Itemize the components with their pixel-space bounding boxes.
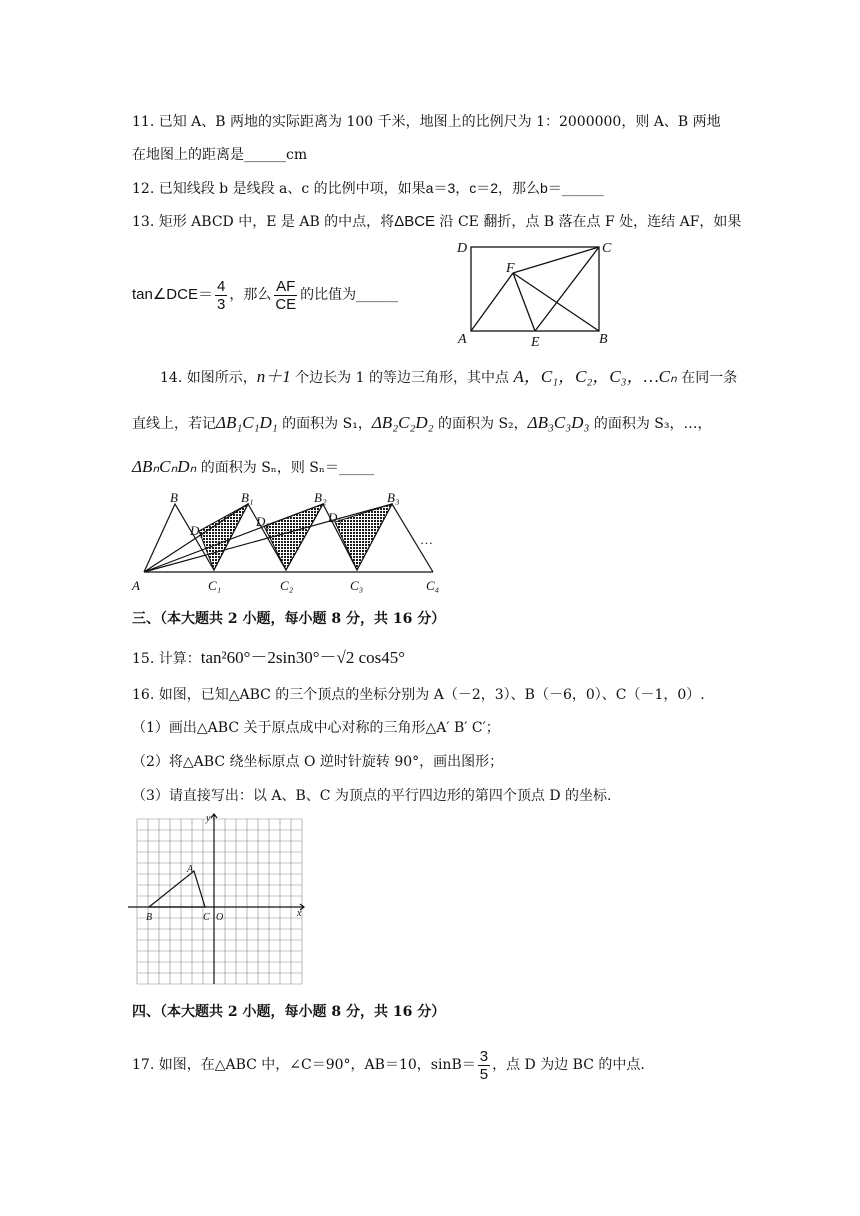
q14-line2-a: 直线上，若记 xyxy=(132,416,216,432)
q14-line2-b: 的面积为 S₁， xyxy=(277,416,372,432)
triangle-abc xyxy=(149,871,205,907)
q16-part2: （2）将△ABC 绕坐标原点 O 逆时针旋转 90°，画出图形； xyxy=(132,754,504,770)
label-a: A xyxy=(458,332,467,347)
q13-fraction-af-ce xyxy=(273,278,298,313)
q13-triangle: ΔBCE xyxy=(394,213,436,230)
shaded-triangle-1 xyxy=(199,504,248,570)
label-c1: C₁ xyxy=(208,578,222,593)
q16-coordinate-grid xyxy=(128,812,308,990)
q16-stem: 16. 如图，已知△ABC 的三个顶点的坐标分别为 A（－2，3）、B（－6，0）、C（－1，0）. xyxy=(132,687,705,703)
label-d3: D₃ xyxy=(328,510,342,525)
label-o: O xyxy=(216,912,224,923)
q13-tail: 的比值为______ xyxy=(300,287,399,303)
q12-mid: ，那么 xyxy=(498,181,541,197)
q14-blank: _____ xyxy=(338,460,374,476)
q13-frac1-num: 4 xyxy=(216,277,226,295)
q17-frac-num: 3 xyxy=(479,1047,489,1065)
q13-frac2-num: AF xyxy=(276,277,296,295)
q13-frac2-den: CE xyxy=(275,295,297,313)
label-a: A xyxy=(187,864,194,875)
shaded-triangle-3 xyxy=(335,504,392,570)
label-b3: B₃ xyxy=(387,490,400,505)
label-b2: B₂ xyxy=(314,490,327,505)
q11-line1: 11. 已知 A、B 两地的实际距离为 100 千米，地图上的比例尺为 1：2000000，则 A、B 两地 xyxy=(132,114,721,130)
q15-prefix: 15. 计算： xyxy=(132,651,201,667)
label-c: C xyxy=(203,912,210,923)
q13-tan-lhs: tan∠DCE＝ xyxy=(132,286,213,303)
section-4-heading: 四、（本大题共 2 小题，每小题 8 分，共 16 分） xyxy=(132,1004,446,1020)
q17-tail: ，点 D 为边 BC 的中点. xyxy=(492,1057,645,1073)
q17-prefix: 17. 如图，在△ABC 中，∠C＝90°，AB＝10，sinB＝ xyxy=(132,1057,476,1073)
q12-blank: ______ xyxy=(561,181,604,197)
q14-line1-c: 在同一条 xyxy=(676,370,738,386)
q12-a-eq: a＝3 xyxy=(425,180,456,196)
q14-line2-d: 的面积为 S₃，…， xyxy=(589,416,712,432)
q14-line2 xyxy=(132,412,711,435)
q15-line xyxy=(132,646,405,671)
seg-ec xyxy=(535,247,599,331)
label-b: B xyxy=(599,332,608,347)
label-e: E xyxy=(531,335,540,348)
q13-frac1-den: 3 xyxy=(216,295,226,313)
q14-t1: ΔB₁C₁D₁ xyxy=(216,413,278,432)
q12-prefix: 12. 已知线段 b 是线段 a、c 的比例中项，如果 xyxy=(132,181,426,197)
q15-expression: tan²60°－2sin30°－√2 cos45° xyxy=(200,648,406,667)
label-b: B xyxy=(146,912,153,923)
q13-line2 xyxy=(132,274,398,316)
label-c2: C₂ xyxy=(280,578,294,593)
q12-line xyxy=(132,179,604,198)
q11-line2: 在地图上的距离是______cm xyxy=(132,147,308,163)
label-dots: … xyxy=(420,532,433,547)
label-x: x xyxy=(297,908,302,919)
label-c3: C₃ xyxy=(350,578,364,593)
q17-fraction xyxy=(478,1048,490,1083)
label-c4: C₄ xyxy=(426,578,440,593)
q16-part3: （3）请直接写出：以 A、B、C 为顶点的平行四边形的第四个顶点 D 的坐标. xyxy=(132,788,612,804)
q17-line xyxy=(132,1044,645,1086)
q12-sep: ， xyxy=(455,181,470,197)
q14-line2-c: 的面积为 S₂， xyxy=(433,416,528,432)
q12-c-eq: c＝2 xyxy=(469,180,499,196)
q13-line1-text: 13. 矩形 ABCD 中，E 是 AB 的中点，将 xyxy=(132,214,395,230)
q14-n-plus-1: n＋1 xyxy=(256,367,291,386)
label-d1: D₁ xyxy=(190,523,204,538)
label-d: D xyxy=(457,241,468,256)
q14-t2: ΔB₂C₂D₂ xyxy=(371,413,434,432)
label-b: B xyxy=(170,490,178,505)
q16-part1: （1）画出△ABC 关于原点成中心对称的三角形△A′ B′ C′； xyxy=(132,720,500,736)
label-b1: B₁ xyxy=(241,490,254,505)
seg-fc xyxy=(513,247,599,273)
label-d2: D₂ xyxy=(256,514,270,529)
seg-fb xyxy=(513,273,599,331)
q14-line3 xyxy=(132,456,374,479)
label-a: A xyxy=(132,578,140,593)
q14-t3: ΔB₃C₃D₃ xyxy=(527,413,590,432)
q12-b-eq: b＝ xyxy=(540,180,562,196)
q14-triangles-figure xyxy=(128,490,446,596)
q14-line1-a: 14. 如图所示， xyxy=(160,370,257,386)
q13-line1 xyxy=(132,213,741,231)
q13-line1-end: 沿 CE 翻折，点 B 落在点 F 处，连结 AF，如果 xyxy=(435,214,742,230)
seg-fe xyxy=(513,273,535,331)
q14-line3-a: 的面积为 Sₙ，则 Sₙ＝ xyxy=(196,460,339,476)
q14-line1-b: 个边长为 1 的等边三角形，其中点 xyxy=(290,370,514,386)
label-c: C xyxy=(602,241,612,256)
q14-tn: ΔBₙCₙDₙ xyxy=(132,457,197,476)
label-f: F xyxy=(506,261,515,276)
q13-rectangle-figure xyxy=(452,236,622,348)
q17-frac-den: 5 xyxy=(479,1065,489,1083)
label-y: y xyxy=(206,813,211,824)
q14-points: A，C₁，C₂，C₃，…Cₙ xyxy=(513,367,677,386)
section-3-heading: 三、（本大题共 2 小题，每小题 8 分，共 16 分） xyxy=(132,611,446,627)
seg-af xyxy=(471,273,513,331)
q14-line1 xyxy=(160,366,737,389)
q13-fraction-4-3 xyxy=(215,278,227,313)
q13-mid: ，那么 xyxy=(229,287,272,303)
